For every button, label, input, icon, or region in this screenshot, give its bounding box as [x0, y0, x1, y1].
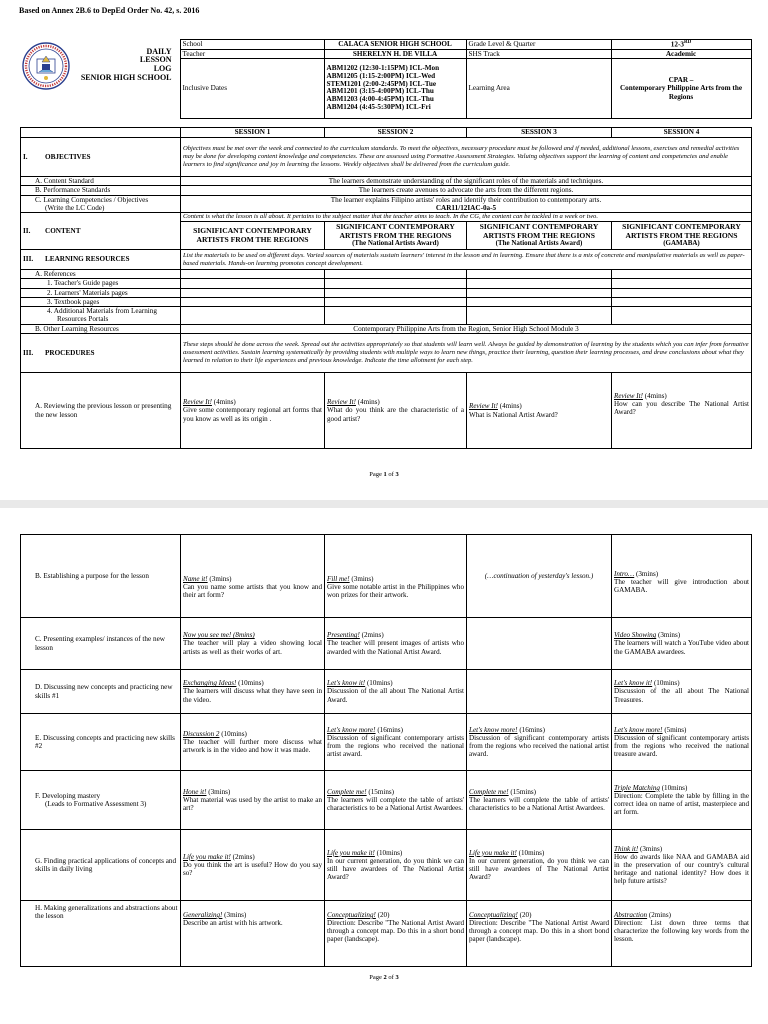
row-h-label: H. Making generalizations and abstractions about the lesson [21, 901, 181, 967]
row-g-session-2: Life you make it! (10mins) In our current generation, do you think we can still have awardees of The National Artist Award? [325, 830, 467, 901]
competencies-text: The learner explains Filipino artists' roles and identify their contribution to contemporary arts. CAR11/12IAC-0a-5 [181, 195, 752, 213]
page-number-2: Page 2 of 3 [369, 974, 399, 981]
procedures-note: These steps should be done across the week. Spread out the activities appropriately so that students will learn well. Always be guided by demonstration of learning by the students which you can infer from formative assessment activities. Sustain learning systematically by providing students with multiple ways to learn new things, practice their learning, question their learning processes, and draw conclusions about what they learned in relation to their life experiences and previous knowledge. Indicate the time allotment for each step. [181, 334, 752, 373]
row-e-label: E. Discussing concepts and practicing new skills #2 [21, 714, 181, 771]
row-b-label: B. Establishing a purpose for the lesson [21, 535, 181, 618]
row-a-session-2: Review It! (4mins) What do you think are the characteristic of a good artist? [325, 373, 467, 449]
learners-materials-label: 2. Learners' Materials pages [21, 288, 181, 297]
row-g-session-4: Think it! (3mins) How do awards like NAA and GAMABA aid in the preservation of our country's cultural heritage and national identity? How does it help future artists? [612, 830, 752, 901]
row-h-session-1: Generalizing! (3mins) Describe an artist with his artwork. [181, 901, 325, 967]
performance-standards-label: B. Performance Standards [21, 186, 181, 195]
ref-cell [325, 279, 467, 288]
row-c-session-1: Now you see me! (8mins) The teacher will play a video showing local artists as well as their works of art. [181, 618, 325, 670]
other-resources-text: Contemporary Philippine Arts from the Region, Senior High School Module 3 [181, 324, 752, 333]
references-label: A. References [21, 270, 181, 279]
dll-table-page-2 [20, 534, 752, 967]
teacher-value: SHERELYN H. DE VILLA [324, 49, 466, 58]
ref-cell [181, 297, 325, 306]
ref-cell [181, 279, 325, 288]
row-d-session-4: Let's know it! (10mins) Discussion of the all about The National Treasures. [612, 670, 752, 714]
row-c-session-3 [467, 618, 612, 670]
session-2-header: SESSION 2 [325, 128, 467, 138]
row-e-session-1: Discussion 2 (10mins) The teacher will further more discuss what artwork is in the video and how it was made. [181, 714, 325, 771]
row-c-session-2: Presenting! (2mins) The teacher will present images of artists who awarded with the National Artist Award. [325, 618, 467, 670]
performance-standards-text: The learners create avenues to advocate the arts from the different regions. [181, 186, 752, 195]
row-e-session-4: Let's know more! (5mins) Discussion of significant contemporary artists from the regions who received the national treasure award. [612, 714, 752, 771]
row-a-session-1: Review It! (4mins) Give some contemporary regional art forms that you know as well as its origin . [181, 373, 325, 449]
row-a-label: A. Reviewing the previous lesson or presenting the new lesson [21, 373, 181, 449]
ref-cell [181, 307, 325, 325]
dll-table-page-1 [20, 127, 752, 449]
row-a-session-4: Review It! (4mins) How can you describe The National Artist Award? [612, 373, 752, 449]
ref-cell [612, 297, 752, 306]
ref-cell [467, 307, 612, 325]
row-b-session-4: Intro… (3mins) The teacher will give introduction about GAMABA. [612, 535, 752, 618]
teacher-label: Teacher [180, 49, 324, 58]
objectives-heading: I. OBJECTIVES [21, 138, 181, 177]
content-session-2: SIGNIFICANT CONTEMPORARY ARTISTS FROM THE REGIONS (The National Artists Award) [325, 222, 467, 250]
ref-cell [612, 307, 752, 325]
row-d-session-3 [467, 670, 612, 714]
row-d-session-2: Let's know it! (10mins) Discussion of the all about The National Artist Award. [325, 670, 467, 714]
row-b-session-2: Fill me! (3mins) Give some notable artist in the Philippines who won prizes for their artwork. [325, 535, 467, 618]
content-session-1: SIGNIFICANT CONTEMPORARY ARTISTS FROM THE REGIONS [181, 222, 325, 250]
session-3-header: SESSION 3 [467, 128, 612, 138]
additional-materials-label: 4. Additional Materials from Learning Resources Portals [21, 307, 181, 325]
schedule-item: ABM1204 (4:45-5:30PM) ICL-Fri [326, 103, 431, 112]
ref-cell [325, 297, 467, 306]
header-table [20, 39, 752, 119]
content-session-3: SIGNIFICANT CONTEMPORARY ARTISTS FROM THE REGIONS (The National Artists Award) [467, 222, 612, 250]
content-heading: II. CONTENT [21, 213, 181, 250]
grade-value: 12-3RD [611, 40, 751, 50]
schedule-item: STEM1201 (2:00-2:45PM) ICL-Tue [326, 79, 437, 88]
area-value: CPAR – Contemporary Philippine Arts from the Regions [611, 58, 751, 118]
schedule-item: ABM1201 (3:15-4:00PM) ICL-Thu [326, 87, 434, 96]
schedule-item: ABM1203 (4:00-4:45PM) ICL-Thu [326, 95, 434, 104]
school-value: CALACA SENIOR HIGH SCHOOL [324, 40, 466, 50]
row-d-session-1: Exchanging Ideas! (10mins) The learners will discuss what they have seen in the video. [181, 670, 325, 714]
page-number-1: Page 1 of 3 [369, 471, 399, 478]
row-g-session-3: Life you make it! (10mins) In our current generation, do you think we can still have awardees of The National Artist Award? [467, 830, 612, 901]
row-b-session-1: Name it! (3mins) Can you name some artists that you know and their art form? [181, 535, 325, 618]
row-c-label: C. Presenting examples/ instances of the new lesson [21, 618, 181, 670]
school-label: School [180, 40, 324, 50]
blank-corner [21, 128, 181, 138]
grade-label: Grade Level & Quarter [466, 40, 611, 50]
ref-cell [612, 270, 752, 279]
row-f-session-3: Complete me! (15mins) The learners will complete the table of artists' characteristics to be a National Artist Awardees. [467, 771, 612, 830]
track-value: Academic [611, 49, 751, 58]
session-4-header: SESSION 4 [612, 128, 752, 138]
textbook-pages-label: 3. Textbook pages [21, 297, 181, 306]
content-session-4: SIGNIFICANT CONTEMPORARY ARTISTS FROM THE REGIONS (GAMABA) [612, 222, 752, 250]
row-d-label: D. Discussing new concepts and practicing new skills #1 [21, 670, 181, 714]
objectives-note: Objectives must be met over the week and connected to the curriculum standards. To meet the objectives, necessary procedure must be followed and if needed, additional lessons, exercises and remedial activities may be done for developing content knowledge and competencies. These are assessed using Formative Assessment Strategies. Valuing objectives support the learning of content and competencies and enable learners to find significance and joy in learning the lessons. Weekly objectives shall be delivered from the curriculum guide. [181, 138, 752, 177]
schedule-list [324, 58, 466, 118]
teachers-guide-label: 1. Teacher's Guide pages [21, 279, 181, 288]
row-h-session-4: Abstraction (2mins) Direction: List down three terms that characterize the following key words from the lesson. [612, 901, 752, 967]
deped-seal-icon [22, 42, 70, 90]
ref-cell [181, 288, 325, 297]
ref-cell [325, 307, 467, 325]
header-logo-cell [20, 40, 180, 119]
ref-cell [467, 270, 612, 279]
ref-cell [612, 288, 752, 297]
row-f-session-1: Hone it! (3mins) What material was used by the artist to make an art? [181, 771, 325, 830]
procedures-heading: III. PROCEDURES [21, 334, 181, 373]
row-b-session-3: (…continuation of yesterday's lesson.) [467, 535, 612, 618]
row-f-session-2: Complete me! (15mins) The learners will complete the table of artists' characteristics to be a National Artist Awardees. [325, 771, 467, 830]
log-title: DAILY LESSON LOG SENIOR HIGH SCHOOL [80, 46, 172, 83]
schedule-item: ABM1202 (12:30-1:15PM) ICL-Mon [326, 63, 440, 72]
ref-cell [467, 297, 612, 306]
content-standard-label: A. Content Standard [21, 177, 181, 186]
other-resources-label: B. Other Learning Resources [21, 324, 181, 333]
annex-reference: Based on Annex 2B.6 to DepEd Order No. 42, s. 2016 [19, 6, 200, 15]
row-f-label: F. Developing mastery (Leads to Formative Assessment 3) [21, 771, 181, 830]
competencies-label: C. Learning Competencies / Objectives (Write the LC Code) [21, 195, 181, 213]
row-a-session-3: Review It! (4mins) What is National Artist Award? [467, 373, 612, 449]
ref-cell [467, 279, 612, 288]
ref-cell [181, 270, 325, 279]
content-note: Content is what the lesson is all about. It pertains to the subject matter that the teacher aims to teach. In the CG, the content can be tackled in a week or two. [181, 213, 752, 222]
page-1 [0, 0, 768, 500]
area-label: Learning Area [466, 58, 611, 118]
row-e-session-3: Let's know more! (16mins) Discussion of significant contemporary artists from the regions who received the national artist award. [467, 714, 612, 771]
row-h-session-2: Conceptualizing! (20) Direction: Describe "The National Artist Award through a concept map. Do this in a short bond paper (landscape). [325, 901, 467, 967]
row-g-label: G. Finding practical applications of concepts and skills in daily living [21, 830, 181, 901]
row-e-session-2: Let's know more! (16mins) Discussion of significant contemporary artists from the regions who received the national artist award. [325, 714, 467, 771]
ref-cell [467, 288, 612, 297]
row-c-session-4: Video Showing (3mins) The learners will watch a YouTube video about the GAMABA awardees. [612, 618, 752, 670]
row-g-session-1: Life you make it! (2mins) Do you think the art is useful? How do you say so? [181, 830, 325, 901]
row-h-session-3: Conceptualizing! (20) Direction: Describe "The National Artist Award through a concept map. Do this in a short bond paper (landscape). [467, 901, 612, 967]
row-f-session-4: Triple Matching (10mins) Direction: Complete the table by filling in the correct idea on name of artist, masterpiece and art form. [612, 771, 752, 830]
track-label: SHS Track [466, 49, 611, 58]
schedule-item: ABM1205 (1:15-2:00PM) ICL-Wed [326, 71, 436, 80]
ref-cell [612, 279, 752, 288]
ref-cell [325, 270, 467, 279]
ref-cell [325, 288, 467, 297]
learning-resources-note: List the materials to be used on different days. Varied sources of materials sustain learners' interest in the lesson and in learning. Ensure that there is a mix of concrete and manipulative materials as well as paper-based materials. Hands-on learning promotes concept development. [181, 250, 752, 270]
dates-label: Inclusive Dates [180, 58, 324, 118]
content-standard-text: The learners demonstrate understanding of the significant roles of the materials and techniques. [181, 177, 752, 186]
learning-resources-heading: III. LEARNING RESOURCES [21, 250, 181, 270]
session-1-header: SESSION 1 [181, 128, 325, 138]
